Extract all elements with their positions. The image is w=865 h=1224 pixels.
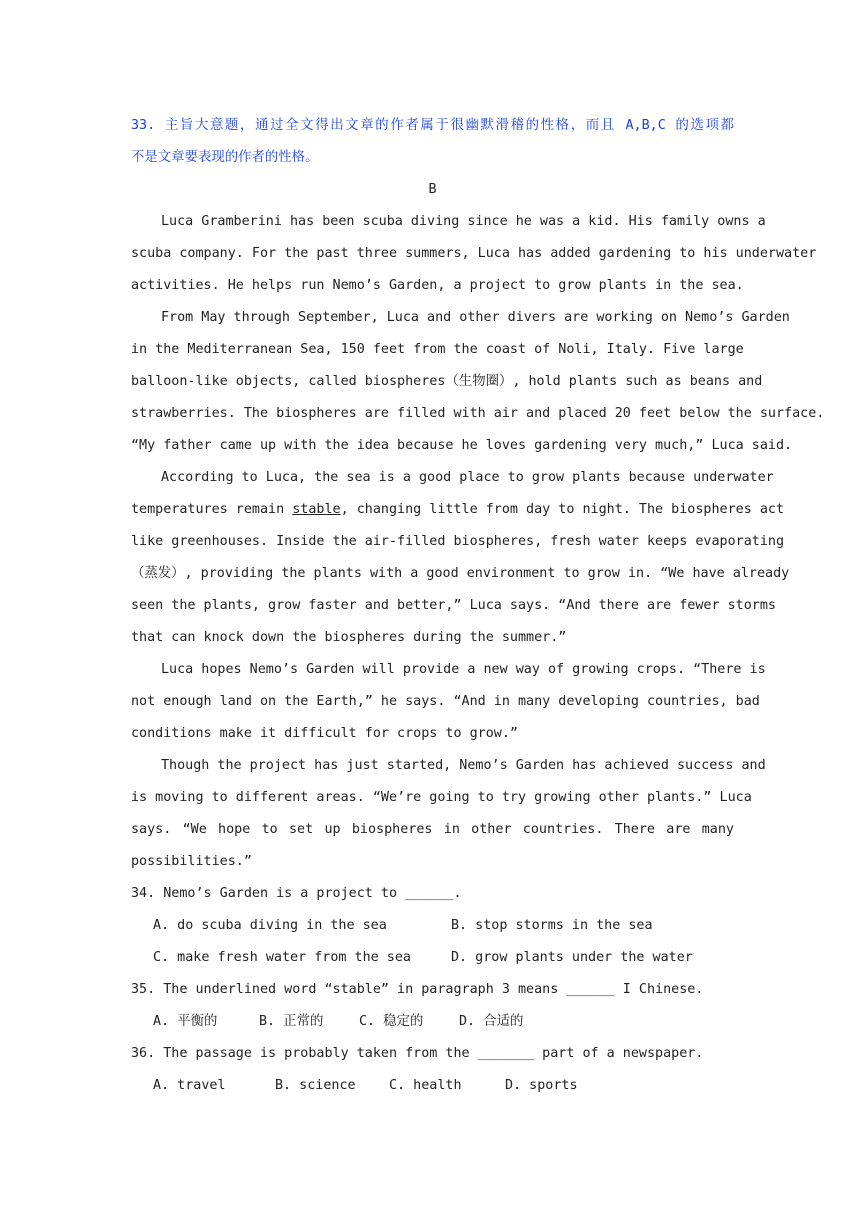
paragraph-3-line-1: According to Luca, the sea is a good place to grow plants because underwater [161,470,774,485]
paragraph-5-line-4: possibilities.” [131,854,252,869]
section-label: B [428,182,437,197]
paragraph-1-line-2: scuba company. For the past three summers, Luca has added gardening to his underwater [131,246,817,261]
paragraph-5-line-3: says. “We hope to set up biospheres in other countries. There are many [131,822,734,837]
paragraph-2-line-5: “My father came up with the idea because he loves gardening very much,” Luca said. [131,438,793,453]
question-36-option-a: A. travel [153,1078,226,1093]
paragraph-3-line-5: seen the plants, grow faster and better,” Luca says. “And there are fewer storms [131,598,776,613]
question-35-option-a: A. 平衡的 [153,1014,218,1029]
question-36-option-c: C. health [389,1078,462,1093]
paragraph-3-line-2 [131,494,785,526]
paragraph-4-line-2: not enough land on the Earth,” he says. “And in many developing countries, bad [131,694,760,709]
document-page [131,110,825,1102]
paragraph-3-line-3: like greenhouses. Inside the air-filled biospheres, fresh water keeps evaporating [131,534,785,549]
paragraph-3-line-2-post: , changing little from day to night. The biospheres act [340,502,785,517]
paragraph-5-line-1: Though the project has just started, Nemo’s Garden has achieved success and [161,758,766,773]
underlined-word-stable: stable [292,502,341,517]
question-36-option-d: D. sports [505,1078,578,1093]
question-36-option-b: B. science [275,1078,356,1093]
question-34-options-row-2 [131,942,734,974]
paragraph-2-line-4: strawberries. The biospheres are filled with air and placed 20 feet below the surface. [131,406,825,421]
question-35-option-c: C. 稳定的 [359,1014,424,1029]
paragraph-3-line-6: that can knock down the biospheres during the summer.” [131,630,567,645]
question-35-option-d: D. 合适的 [459,1014,524,1029]
paragraph-2-line-3: balloon-like objects, called biospheres（生物圈）, hold plants such as beans and [131,374,763,389]
question-34-option-c: C. make fresh water from the sea [153,950,411,965]
question-34-option-a: A. do scuba diving in the sea [153,918,387,933]
question-34-options-row-1 [131,910,734,942]
paragraph-2-line-1: From May through September, Luca and other divers are working on Nemo’s Garden [161,310,790,325]
paragraph-1-line-1: Luca Gramberini has been scuba diving since he was a kid. His family owns a [161,214,766,229]
question-35-options-row [131,1006,734,1038]
question-35-stem: 35. The underlined word “stable” in paragraph 3 means ______ I Chinese. [131,982,704,997]
q33-explanation-line-2: 不是文章要表现的作者的性格。 [131,150,319,165]
paragraph-1-line-3: activities. He helps run Nemo’s Garden, a project to grow plants in the sea. [131,278,744,293]
paragraph-4-line-1: Luca hopes Nemo’s Garden will provide a new way of growing crops. “There is [161,662,766,677]
question-36-options-row [131,1070,734,1102]
question-34-option-b: B. stop storms in the sea [451,918,653,933]
question-36-stem: 36. The passage is probably taken from the _______ part of a newspaper. [131,1046,704,1061]
paragraph-2-line-2: in the Mediterranean Sea, 150 feet from the coast of Noli, Italy. Five large [131,342,744,357]
q33-explanation-line-1: 33. 主旨大意题，通过全文得出文章的作者属于很幽默滑稽的性格，而且 A,B,C 的选项都 [131,118,734,133]
question-34-option-d: D. grow plants under the water [451,950,693,965]
paragraph-4-line-3: conditions make it difficult for crops to grow.” [131,726,518,741]
paragraph-3-line-2-pre: temperatures remain [131,502,293,517]
paragraph-3-line-4: （蒸发）, providing the plants with a good environment to grow in. “We have already [131,566,790,581]
question-35-option-b: B. 正常的 [259,1014,324,1029]
question-34-stem: 34. Nemo’s Garden is a project to ______. [131,886,462,901]
paragraph-5-line-2: is moving to different areas. “We’re going to try growing other plants.” Luca [131,790,752,805]
